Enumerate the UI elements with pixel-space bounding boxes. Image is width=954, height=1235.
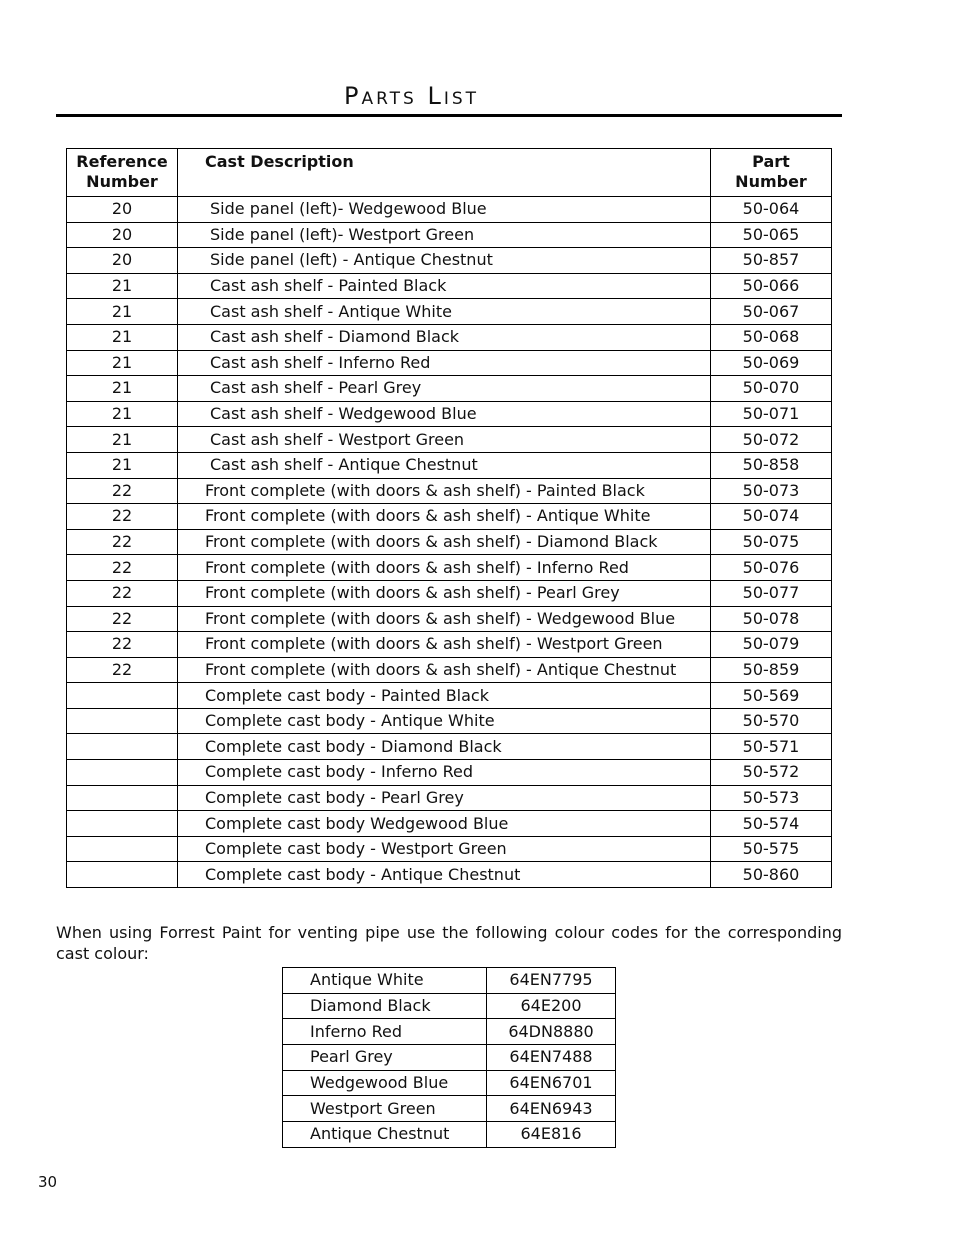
table-row [67, 401, 832, 427]
table-row [67, 555, 832, 581]
table-row [67, 427, 832, 453]
page-number: 30 [38, 1173, 58, 1191]
part-number-cell: 50-859 [711, 657, 832, 683]
header-part-line1: Part [752, 152, 790, 171]
reference-number-cell: 21 [67, 324, 178, 350]
colour-name-cell: Wedgewood Blue [283, 1070, 487, 1096]
table-row [283, 1019, 616, 1045]
reference-number-cell: 21 [67, 401, 178, 427]
table-row [67, 862, 832, 888]
cast-description-cell: Cast ash shelf - Diamond Black [178, 324, 711, 350]
reference-number-cell [67, 708, 178, 734]
reference-number-cell: 20 [67, 222, 178, 248]
part-number-cell: 50-070 [711, 376, 832, 402]
header-part-number [711, 149, 832, 197]
table-row [67, 734, 832, 760]
reference-number-cell: 21 [67, 376, 178, 402]
colour-code-cell: 64DN8880 [487, 1019, 616, 1045]
colour-table-body [283, 968, 616, 1148]
table-row [67, 504, 832, 530]
cast-description-cell: Complete cast body - Antique Chestnut [178, 862, 711, 888]
reference-number-cell: 21 [67, 452, 178, 478]
part-number-cell: 50-574 [711, 811, 832, 837]
cast-description-cell: Front complete (with doors & ash shelf) - Wedgewood Blue [178, 606, 711, 632]
reference-number-cell [67, 760, 178, 786]
colour-name-cell: Diamond Black [283, 993, 487, 1019]
cast-description-cell: Cast ash shelf - Westport Green [178, 427, 711, 453]
table-row [67, 350, 832, 376]
part-number-cell: 50-857 [711, 248, 832, 274]
colour-name-cell: Pearl Grey [283, 1045, 487, 1071]
cast-description-cell: Side panel (left) - Antique Chestnut [178, 248, 711, 274]
cast-description-cell: Complete cast body Wedgewood Blue [178, 811, 711, 837]
part-number-cell: 50-071 [711, 401, 832, 427]
table-row [67, 580, 832, 606]
parts-table-body [67, 197, 832, 888]
cast-description-cell: Front complete (with doors & ash shelf) - Diamond Black [178, 529, 711, 555]
part-number-cell: 50-076 [711, 555, 832, 581]
part-number-cell: 50-075 [711, 529, 832, 555]
part-number-cell: 50-067 [711, 299, 832, 325]
part-number-cell: 50-079 [711, 632, 832, 658]
part-number-cell: 50-569 [711, 683, 832, 709]
colour-code-cell: 64EN6943 [487, 1096, 616, 1122]
table-row [67, 324, 832, 350]
reference-number-cell: 21 [67, 273, 178, 299]
cast-description-cell: Cast ash shelf - Painted Black [178, 273, 711, 299]
part-number-cell: 50-572 [711, 760, 832, 786]
cast-description-cell: Complete cast body - Westport Green [178, 836, 711, 862]
cast-description-cell: Front complete (with doors & ash shelf) - Inferno Red [178, 555, 711, 581]
cast-description-cell: Front complete (with doors & ash shelf) - Pearl Grey [178, 580, 711, 606]
cast-description-cell: Cast ash shelf - Antique White [178, 299, 711, 325]
table-row [67, 478, 832, 504]
part-number-cell: 50-069 [711, 350, 832, 376]
part-number-cell: 50-077 [711, 580, 832, 606]
reference-number-cell: 21 [67, 299, 178, 325]
table-row [67, 836, 832, 862]
reference-number-cell [67, 811, 178, 837]
cast-description-cell: Complete cast body - Antique White [178, 708, 711, 734]
reference-number-cell: 22 [67, 657, 178, 683]
table-row [283, 968, 616, 994]
table-row [283, 1096, 616, 1122]
colour-code-cell: 64EN6701 [487, 1070, 616, 1096]
table-row [67, 222, 832, 248]
cast-description-cell: Complete cast body - Painted Black [178, 683, 711, 709]
page-title: Parts List [344, 82, 480, 110]
colour-name-cell: Inferno Red [283, 1019, 487, 1045]
reference-number-cell: 20 [67, 197, 178, 223]
header-ref-line2: Number [86, 172, 158, 191]
paint-note: When using Forrest Paint for venting pipe use the following colour codes for the corresponding cast colour: [56, 923, 842, 963]
table-row [283, 1070, 616, 1096]
cast-description-cell: Front complete (with doors & ash shelf) - Antique White [178, 504, 711, 530]
colour-code-cell: 64E816 [487, 1122, 616, 1148]
part-number-cell: 50-858 [711, 452, 832, 478]
cast-description-cell: Front complete (with doors & ash shelf) - Antique Chestnut [178, 657, 711, 683]
part-number-cell: 50-571 [711, 734, 832, 760]
cast-description-cell: Complete cast body - Pearl Grey [178, 785, 711, 811]
parts-table [66, 148, 832, 888]
colour-code-cell: 64E200 [487, 993, 616, 1019]
reference-number-cell [67, 862, 178, 888]
cast-description-cell: Side panel (left)- Wedgewood Blue [178, 197, 711, 223]
reference-number-cell: 21 [67, 350, 178, 376]
reference-number-cell: 20 [67, 248, 178, 274]
reference-number-cell: 22 [67, 580, 178, 606]
cast-description-cell: Side panel (left)- Westport Green [178, 222, 711, 248]
reference-number-cell [67, 836, 178, 862]
cast-description-cell: Complete cast body - Inferno Red [178, 760, 711, 786]
table-row [67, 683, 832, 709]
table-row [67, 248, 832, 274]
part-number-cell: 50-073 [711, 478, 832, 504]
page-title-block [56, 80, 842, 117]
part-number-cell: 50-068 [711, 324, 832, 350]
reference-number-cell [67, 785, 178, 811]
table-row [67, 197, 832, 223]
reference-number-cell: 22 [67, 632, 178, 658]
reference-number-cell: 22 [67, 555, 178, 581]
cast-description-cell: Front complete (with doors & ash shelf) - Painted Black [178, 478, 711, 504]
colour-name-cell: Antique White [283, 968, 487, 994]
part-number-cell: 50-066 [711, 273, 832, 299]
part-number-cell: 50-575 [711, 836, 832, 862]
part-number-cell: 50-074 [711, 504, 832, 530]
cast-description-cell: Cast ash shelf - Inferno Red [178, 350, 711, 376]
header-cast-description: Cast Description [178, 149, 711, 197]
reference-number-cell: 22 [67, 504, 178, 530]
table-row [67, 785, 832, 811]
part-number-cell: 50-078 [711, 606, 832, 632]
table-row [67, 606, 832, 632]
table-row [67, 760, 832, 786]
colour-name-cell: Antique Chestnut [283, 1122, 487, 1148]
cast-description-cell: Cast ash shelf - Pearl Grey [178, 376, 711, 402]
header-ref-line1: Reference [76, 152, 168, 171]
colour-code-cell: 64EN7488 [487, 1045, 616, 1071]
table-row [67, 708, 832, 734]
parts-table-header [67, 149, 832, 197]
table-row [67, 299, 832, 325]
table-row [67, 376, 832, 402]
colour-code-table [282, 967, 616, 1148]
table-row [283, 1122, 616, 1148]
table-row [283, 1045, 616, 1071]
part-number-cell: 50-064 [711, 197, 832, 223]
colour-code-cell: 64EN7795 [487, 968, 616, 994]
part-number-cell: 50-072 [711, 427, 832, 453]
part-number-cell: 50-065 [711, 222, 832, 248]
cast-description-cell: Cast ash shelf - Wedgewood Blue [178, 401, 711, 427]
cast-description-cell: Front complete (with doors & ash shelf) - Westport Green [178, 632, 711, 658]
reference-number-cell [67, 683, 178, 709]
table-row [283, 993, 616, 1019]
table-row [67, 811, 832, 837]
reference-number-cell: 22 [67, 606, 178, 632]
table-row [67, 632, 832, 658]
reference-number-cell: 21 [67, 427, 178, 453]
table-row [67, 529, 832, 555]
reference-number-cell: 22 [67, 529, 178, 555]
colour-name-cell: Westport Green [283, 1096, 487, 1122]
part-number-cell: 50-573 [711, 785, 832, 811]
table-row [67, 657, 832, 683]
cast-description-cell: Complete cast body - Diamond Black [178, 734, 711, 760]
reference-number-cell: 22 [67, 478, 178, 504]
table-row [67, 452, 832, 478]
header-part-line2: Number [735, 172, 807, 191]
header-reference-number [67, 149, 178, 197]
part-number-cell: 50-860 [711, 862, 832, 888]
reference-number-cell [67, 734, 178, 760]
cast-description-cell: Cast ash shelf - Antique Chestnut [178, 452, 711, 478]
table-row [67, 273, 832, 299]
part-number-cell: 50-570 [711, 708, 832, 734]
